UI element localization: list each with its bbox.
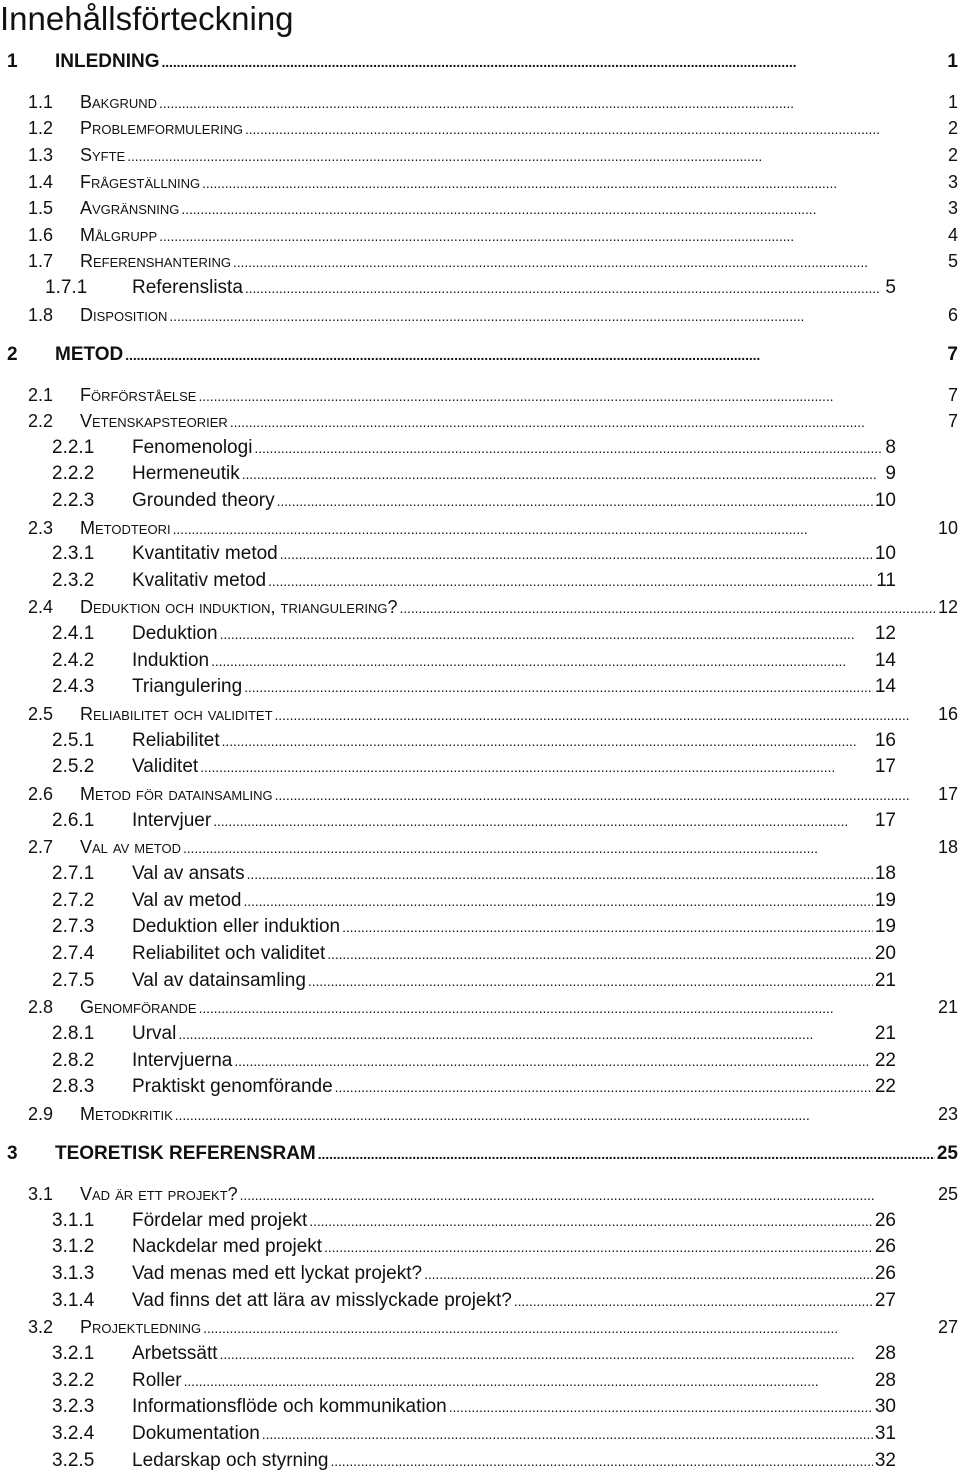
toc-entry-number: 1.4 [28, 172, 54, 192]
toc-entry-number: 2.5.2 [52, 756, 95, 777]
toc-entry-page: 14 [874, 676, 896, 697]
toc-entry-number: 3.2.2 [52, 1370, 95, 1391]
toc-entry-number: 2.7.2 [52, 890, 95, 911]
toc-entry-title: Projektledning [80, 1317, 202, 1337]
toc-dot-leader [449, 1395, 873, 1419]
toc-entry-page: 1 [947, 51, 958, 72]
toc-entry-number: 1.6 [28, 225, 54, 245]
toc-dot-leader [159, 90, 946, 114]
toc-entry-number: 3.2.4 [52, 1423, 95, 1444]
toc-dot-leader [262, 1422, 873, 1446]
toc-entry[interactable] [52, 1075, 896, 1099]
toc-entry[interactable] [7, 1142, 958, 1166]
toc-entry-page: 5 [885, 277, 896, 298]
toc-dot-leader [222, 729, 873, 753]
toc-entry[interactable] [52, 942, 896, 966]
toc-entry-number: 2.2.3 [52, 490, 95, 511]
toc-entry-page: 17 [874, 810, 896, 831]
toc-entry-title: Vad finns det att lära av misslyckade projekt? [132, 1290, 512, 1311]
toc-dot-leader [275, 782, 936, 806]
toc-entry-title: Deduktion eller induktion [132, 916, 341, 937]
toc-entry-page: 1 [947, 92, 958, 112]
toc-entry-page: 17 [874, 756, 896, 777]
toc-dot-leader [399, 595, 935, 619]
toc-entry[interactable] [28, 409, 958, 433]
toc-dot-leader [200, 755, 873, 779]
toc-entry[interactable] [28, 303, 958, 327]
toc-entry[interactable] [52, 1262, 896, 1286]
toc-entry-number: 3.1.4 [52, 1290, 95, 1311]
toc-dot-leader [199, 995, 936, 1019]
toc-entry-title: Arbetssätt [132, 1343, 218, 1364]
toc-dot-leader [243, 889, 872, 913]
toc-dot-leader [280, 542, 873, 566]
toc-entry-page: 7 [947, 385, 958, 405]
toc-entry-title: Val av metod [132, 890, 242, 911]
toc-entry-page: 26 [874, 1210, 896, 1231]
toc-entry[interactable] [28, 1102, 958, 1126]
toc-dot-leader [268, 569, 874, 593]
toc-entry-title: Bakgrund [80, 92, 158, 112]
toc-entry-number: 2.4.1 [52, 623, 95, 644]
toc-entry-title: Intervjuer [132, 810, 212, 831]
toc-entry-number: 2.2.1 [52, 437, 95, 458]
toc-entry-page: 3 [947, 198, 958, 218]
toc-entry-page: 20 [874, 943, 896, 964]
toc-entry-title: Vad är ett projekt? [80, 1184, 238, 1204]
toc-entry[interactable] [52, 1209, 896, 1233]
toc-entry-page: 11 [876, 570, 896, 591]
toc-entry-page: 12 [937, 597, 958, 617]
toc-entry[interactable] [52, 862, 896, 886]
toc-dot-leader [181, 196, 946, 220]
toc-entry-title: Dokumentation [132, 1423, 260, 1444]
toc-entry-title: TEORETISK REFERENSRAM [55, 1143, 316, 1164]
toc-entry-number: 1.8 [28, 305, 54, 325]
toc-entry-title: Validitet [132, 756, 199, 777]
toc-entry-title: Målgrupp [80, 225, 158, 245]
toc-entry[interactable] [28, 1315, 958, 1339]
toc-entry[interactable] [28, 170, 958, 194]
toc-entry[interactable] [52, 675, 896, 699]
page-title: Innehållsförteckning [0, 0, 294, 37]
toc-entry-page: 25 [937, 1184, 958, 1204]
toc-entry[interactable] [28, 116, 958, 140]
toc-entry[interactable] [52, 889, 896, 913]
toc-entry-page: 21 [937, 997, 958, 1017]
toc-entry[interactable] [52, 569, 896, 593]
toc-entry-title: Val av ansats [132, 863, 245, 884]
toc-entry-page: 17 [937, 784, 958, 804]
toc-dot-leader [240, 1182, 936, 1206]
toc-entry-title: Hermeneutik [132, 463, 240, 484]
toc-entry-page: 7 [947, 411, 958, 431]
toc-dot-leader [277, 489, 873, 513]
toc-entry-number: 1.2 [28, 118, 54, 138]
toc-entry-page: 26 [874, 1263, 896, 1284]
toc-entry-number: 1 [7, 51, 18, 72]
toc-dot-leader [125, 343, 945, 367]
toc-entry[interactable] [7, 343, 958, 367]
toc-entry-title: Syfte [80, 145, 126, 165]
toc-entry-page: 28 [874, 1343, 896, 1364]
toc-entry-page: 12 [874, 623, 896, 644]
toc-dot-leader [162, 50, 946, 74]
toc-dot-leader [318, 1142, 935, 1166]
toc-entry[interactable] [52, 1049, 896, 1073]
toc-entry-page: 26 [874, 1236, 896, 1257]
toc-entry-number: 1.7.1 [45, 277, 88, 298]
toc-dot-leader [175, 1102, 936, 1126]
toc-entry-page: 6 [947, 305, 958, 325]
toc-entry-title: Disposition [80, 305, 168, 325]
toc-entry-page: 2 [947, 118, 958, 138]
toc-dot-leader [234, 1049, 873, 1073]
toc-entry-title: Intervjuerna [132, 1050, 233, 1071]
toc-entry[interactable] [52, 1022, 896, 1046]
toc-entry-page: 10 [874, 543, 896, 564]
toc-entry[interactable] [28, 249, 958, 273]
toc-entry[interactable] [7, 50, 958, 74]
toc-entry-title: Kvalitativ metod [132, 570, 267, 591]
toc-dot-leader [324, 1235, 873, 1259]
toc-entry-title: Fenomenologi [132, 437, 253, 458]
toc-entry-number: 2.5 [28, 704, 54, 724]
toc-entry-title: Reliabilitet och validitet [132, 943, 326, 964]
toc-dot-leader [233, 249, 946, 273]
toc-entry[interactable] [52, 1422, 896, 1446]
toc-entry[interactable] [52, 809, 896, 833]
toc-entry[interactable] [28, 383, 958, 407]
toc-entry-number: 1.7 [28, 251, 54, 271]
toc-dot-leader [242, 462, 884, 486]
toc-entry-page: 31 [874, 1423, 896, 1444]
toc-entry[interactable] [52, 542, 896, 566]
toc-entry-number: 3.2.3 [52, 1396, 95, 1417]
toc-entry-page: 7 [947, 344, 958, 365]
toc-dot-leader [203, 1315, 936, 1339]
toc-entry[interactable] [28, 702, 958, 726]
toc-dot-leader [198, 383, 946, 407]
toc-entry-title: Urval [132, 1023, 177, 1044]
toc-entry-number: 2 [7, 344, 18, 365]
toc-entry[interactable] [52, 649, 896, 673]
toc-entry[interactable] [52, 1395, 896, 1419]
toc-entry-title: Referenslista [132, 277, 243, 298]
toc-entry-title: Fördelar med projekt [132, 1210, 308, 1231]
toc-entry[interactable] [28, 1182, 958, 1206]
toc-entry-number: 1.1 [28, 92, 54, 112]
toc-entry-number: 2.7.4 [52, 943, 95, 964]
toc-entry-title: Roller [132, 1370, 182, 1391]
toc-entry-title: Frågeställning [80, 172, 201, 192]
toc-entry-title: Deduktion [132, 623, 218, 644]
toc-entry[interactable] [45, 276, 896, 300]
toc-entry-title: Val av datainsamling [132, 970, 306, 991]
toc-dot-leader [211, 649, 873, 673]
toc-entry-number: 2.8 [28, 997, 54, 1017]
toc-entry-number: 2.2 [28, 411, 54, 431]
toc-entry-title: Reliabilitet och validitet [80, 704, 273, 724]
toc-entry[interactable] [28, 143, 958, 167]
toc-entry[interactable] [52, 729, 896, 753]
toc-entry-page: 9 [885, 463, 896, 484]
toc-entry[interactable] [28, 223, 958, 247]
toc-entry-page: 5 [947, 251, 958, 271]
toc-entry-number: 2.6.1 [52, 810, 95, 831]
toc-entry-title: Informationsflöde och kommunikation [132, 1396, 447, 1417]
toc-entry-number: 1.3 [28, 145, 54, 165]
toc-entry-number: 3.1.2 [52, 1236, 95, 1257]
toc-entry-page: 10 [874, 490, 896, 511]
toc-entry[interactable] [52, 755, 896, 779]
toc-entry-title: Vad menas med ett lyckat projekt? [132, 1263, 423, 1284]
toc-entry[interactable] [52, 1289, 896, 1313]
toc-entry[interactable] [28, 995, 958, 1019]
toc-entry-page: 19 [874, 890, 896, 911]
toc-entry[interactable] [52, 489, 896, 513]
toc-entry-title: Avgränsning [80, 198, 180, 218]
toc-entry-number: 2.7.3 [52, 916, 95, 937]
toc-entry-page: 22 [874, 1076, 896, 1097]
toc-entry-title: Triangulering [132, 676, 243, 697]
toc-entry-number: 2.3.2 [52, 570, 95, 591]
toc-entry-title: Metodteori [80, 518, 171, 538]
toc-entry-page: 18 [937, 837, 958, 857]
toc-entry[interactable] [52, 622, 896, 646]
toc-entry[interactable] [28, 835, 958, 859]
toc-dot-leader [169, 303, 946, 327]
toc-entry-title: Problemformulering [80, 118, 243, 138]
toc-entry-number: 3.2.1 [52, 1343, 95, 1364]
toc-entry-title: Nackdelar med projekt [132, 1236, 323, 1257]
toc-entry[interactable] [28, 595, 958, 619]
toc-entry-page: 32 [874, 1450, 896, 1471]
toc-entry-page: 10 [937, 518, 958, 538]
toc-entry-title: Metodkritik [80, 1104, 173, 1124]
toc-entry-number: 2.7 [28, 837, 54, 857]
toc-entry[interactable] [52, 436, 896, 460]
toc-entry-page: 27 [937, 1317, 958, 1337]
toc-entry-page: 18 [874, 863, 896, 884]
toc-dot-leader [183, 835, 936, 859]
toc-entry-page: 3 [947, 172, 958, 192]
toc-entry-title: METOD [55, 344, 124, 365]
toc-entry-number: 2.8.2 [52, 1050, 95, 1071]
toc-dot-leader [342, 915, 873, 939]
toc-entry-title: Kvantitativ metod [132, 543, 278, 564]
toc-dot-leader [335, 1075, 873, 1099]
toc-entry-page: 14 [874, 650, 896, 671]
toc-entry-page: 28 [874, 1370, 896, 1391]
toc-entry[interactable] [52, 969, 896, 993]
toc-entry-number: 2.2.2 [52, 463, 95, 484]
toc-entry-number: 2.3.1 [52, 543, 95, 564]
toc-dot-leader [159, 223, 946, 247]
toc-entry-number: 2.7.1 [52, 863, 95, 884]
toc-entry-page: 25 [936, 1143, 958, 1164]
toc-entry-number: 2.9 [28, 1104, 54, 1124]
toc-dot-leader [178, 1022, 873, 1046]
toc-entry-page: 22 [874, 1050, 896, 1071]
toc-entry-number: 1.5 [28, 198, 54, 218]
toc-dot-leader [127, 143, 946, 167]
toc-entry-title: Ledarskap och styrning [132, 1450, 329, 1471]
toc-entry-page: 16 [874, 730, 896, 751]
toc-dot-leader [308, 969, 873, 993]
toc-entry-title: Grounded theory [132, 490, 275, 511]
toc-dot-leader [173, 516, 936, 540]
toc-entry-number: 2.7.5 [52, 970, 95, 991]
toc-entry-page: 19 [874, 916, 896, 937]
toc-entry[interactable] [52, 915, 896, 939]
toc-entry-title: Vetenskapsteorier [80, 411, 228, 431]
toc-entry[interactable] [28, 782, 958, 806]
toc-dot-leader [254, 436, 883, 460]
toc-entry-number: 3.1 [28, 1184, 54, 1204]
toc-entry-number: 3.2 [28, 1317, 54, 1337]
toc-entry-title: Praktiskt genomförande [132, 1076, 333, 1097]
toc-entry-number: 2.5.1 [52, 730, 95, 751]
toc-dot-leader [309, 1209, 873, 1233]
toc-dot-leader [220, 1342, 873, 1366]
toc-dot-leader [245, 116, 946, 140]
toc-entry[interactable] [28, 516, 958, 540]
toc-entry-number: 2.6 [28, 784, 54, 804]
toc-dot-leader [514, 1289, 873, 1313]
toc-entry-number: 3.2.5 [52, 1450, 95, 1471]
toc-entry-number: 2.8.1 [52, 1023, 95, 1044]
toc-dot-leader [330, 1449, 872, 1473]
toc-entry-number: 2.4.2 [52, 650, 95, 671]
toc-entry-title: Referenshantering [80, 251, 231, 271]
toc-entry-number: 2.4.3 [52, 676, 95, 697]
toc-entry-page: 8 [885, 437, 896, 458]
toc-entry-number: 2.4 [28, 597, 54, 617]
toc-entry-page: 30 [874, 1396, 896, 1417]
toc-entry-title: Genomförande [80, 997, 197, 1017]
toc-entry[interactable] [28, 196, 958, 220]
toc-entry[interactable] [52, 1449, 896, 1473]
toc-entry-page: 27 [874, 1290, 896, 1311]
toc-entry-title: Reliabilitet [132, 730, 220, 751]
toc-entry-number: 3.1.3 [52, 1263, 95, 1284]
toc-entry-page: 21 [874, 970, 896, 991]
toc-dot-leader [202, 170, 946, 194]
toc-entry[interactable] [52, 1235, 896, 1259]
toc-entry-title: Induktion [132, 650, 210, 671]
toc-entry-number: 2.8.3 [52, 1076, 95, 1097]
toc-dot-leader [244, 675, 873, 699]
toc-entry-title: Förförståelse [80, 385, 197, 405]
toc-dot-leader [220, 622, 873, 646]
toc-entry-page: 23 [937, 1104, 958, 1124]
toc-dot-leader [424, 1262, 873, 1286]
toc-entry[interactable] [52, 1369, 896, 1393]
toc-dot-leader [245, 276, 884, 300]
toc-entry-title: Val av metod [80, 837, 181, 857]
toc-entry[interactable] [52, 462, 896, 486]
toc-entry-number: 2.3 [28, 518, 54, 538]
toc-entry-number: 3 [7, 1143, 18, 1164]
toc-entry-page: 21 [874, 1023, 896, 1044]
toc-entry-page: 2 [947, 145, 958, 165]
toc-entry-page: 16 [937, 704, 958, 724]
toc-entry[interactable] [28, 90, 958, 114]
toc-dot-leader [184, 1369, 873, 1393]
toc-entry-title: Metod för datainsamling [80, 784, 273, 804]
toc-dot-leader [230, 409, 946, 433]
toc-entry-number: 3.1.1 [52, 1210, 95, 1231]
toc-dot-leader [247, 862, 873, 886]
toc-entry-page: 4 [947, 225, 958, 245]
toc-entry[interactable] [52, 1342, 896, 1366]
toc-dot-leader [327, 942, 873, 966]
toc-entry-title: INLEDNING [55, 51, 160, 72]
toc-dot-leader [275, 702, 936, 726]
toc-entry-number: 2.1 [28, 385, 54, 405]
toc-entry-title: Deduktion och induktion, triangulering? [80, 597, 398, 617]
toc-dot-leader [213, 809, 873, 833]
